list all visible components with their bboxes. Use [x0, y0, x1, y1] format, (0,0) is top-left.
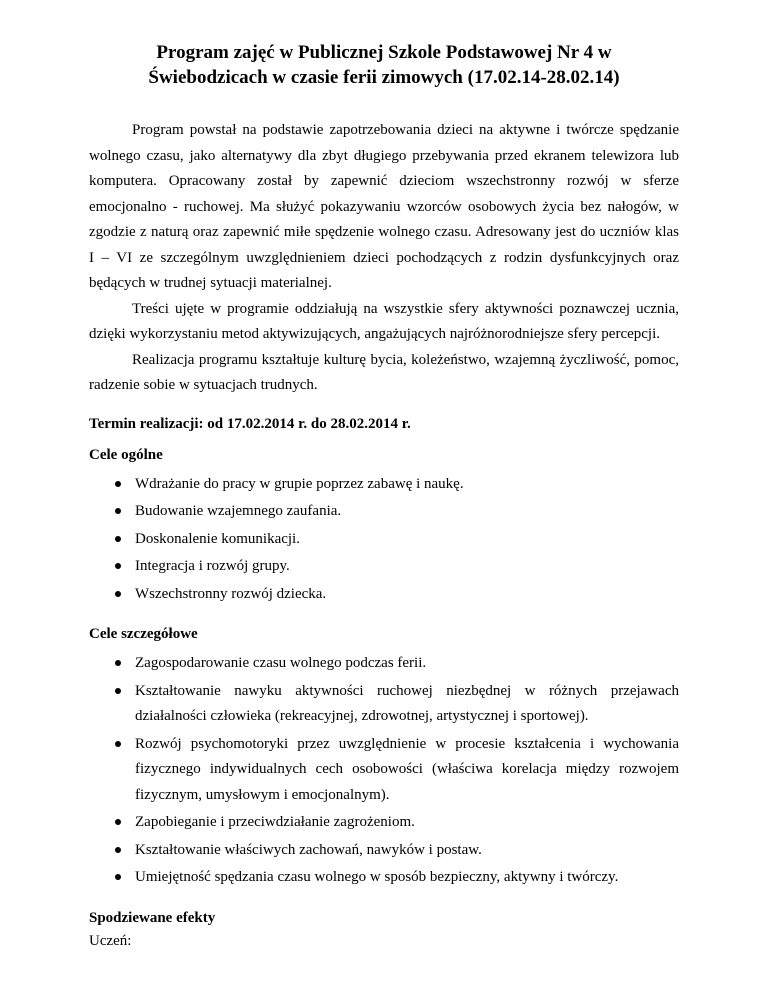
page-title	[89, 40, 679, 90]
list-item: Integracja i rozwój grupy.	[89, 554, 679, 580]
list-item: Wszechstronny rozwój dziecka.	[89, 582, 679, 608]
paragraph-intro: Program powstał na podstawie zapotrzebowania dzieci na aktywne i twórcze spędzanie wolnego czasu, jako alternatywy dla zbyt długiego przebywania przed ekranem telewizora lub komputera. Opracowany został by zapewnić dzieciom wszechstronny rozwój w sferze emocjonalno - ruchowej. Ma służyć pokazywaniu wzorców osobowych życia bez nałogów, w zgodzie z naturą oraz zapewnić miłe spędzenie wolnego czasu. Adresowany jest do uczniów klas I – VI ze szczególnym uwzględnieniem dzieci pochodzących z rodzin dysfunkcyjnych oraz będących w trudnej sytuacji materialnej.	[89, 122, 679, 291]
bullet-icon	[115, 660, 121, 666]
bullet-icon	[115, 874, 121, 880]
paragraph-realization: Realizacja programu kształtuje kulturę bycia, koleżeństwo, wzajemną życzliwość, pomoc, radzenie sobie w sytuacjach trudnych.	[89, 351, 679, 393]
list-item: Budowanie wzajemnego zaufania.	[89, 499, 679, 525]
effects-lead: Uczeń:	[89, 932, 132, 949]
effects-heading: Spodziewane efekty	[89, 909, 216, 926]
list-item: Wdrażanie do pracy w grupie poprzez zabawę i naukę.	[89, 472, 679, 498]
paragraph-content: Treści ujęte w programie oddziałują na wszystkie sfery aktywności poznawczej ucznia, dzięki wykorzystaniu metod aktywizujących, angażujących najróżnorodniejsze sfery percepcji.	[89, 300, 679, 342]
list-item: Doskonalenie komunikacji.	[89, 527, 679, 553]
bullet-icon	[115, 847, 121, 853]
goals-specific-list	[89, 651, 679, 891]
bullet-icon	[115, 508, 121, 514]
list-item: Zagospodarowanie czasu wolnego podczas ferii.	[89, 651, 679, 677]
list-item: Rozwój psychomotoryki przez uwzględnienie w procesie kształcenia i wychowania fizycznego indywidualnych cech osobowości (właściwa korelacja między rozwojem fizycznym, umysłowym i emocjonalnym).	[89, 732, 679, 809]
title-line-1: Program zajęć w Publicznej Szkole Podstawowej Nr 4 w	[156, 42, 612, 63]
goals-specific-heading: Cele szczegółowe	[89, 626, 198, 642]
bullet-icon	[115, 819, 121, 825]
bullet-icon	[115, 591, 121, 597]
list-item: Umiejętność spędzania czasu wolnego w sposób bezpieczny, aktywny i twórczy.	[89, 865, 679, 891]
list-item: Kształtowanie nawyku aktywności ruchowej niezbędnej w różnych przejawach działalności człowieka (rekreacyjnej, zdrowotnej, artystycznej i sportowej).	[89, 679, 679, 730]
term-of-realization: Termin realizacji: od 17.02.2014 r. do 28.02.2014 r.	[89, 415, 411, 432]
bullet-icon	[115, 741, 121, 747]
bullet-icon	[115, 688, 121, 694]
bullet-icon	[115, 536, 121, 542]
goals-general-list	[89, 472, 679, 608]
goals-general-heading: Cele ogólne	[89, 446, 163, 463]
title-line-2: Świebodzicach w czasie ferii zimowych (17.02.14-28.02.14)	[148, 67, 620, 88]
list-item: Zapobieganie i przeciwdziałanie zagrożeniom.	[89, 810, 679, 836]
bullet-icon	[115, 481, 121, 487]
bullet-icon	[115, 563, 121, 569]
list-item: Kształtowanie właściwych zachowań, nawyków i postaw.	[89, 838, 679, 864]
